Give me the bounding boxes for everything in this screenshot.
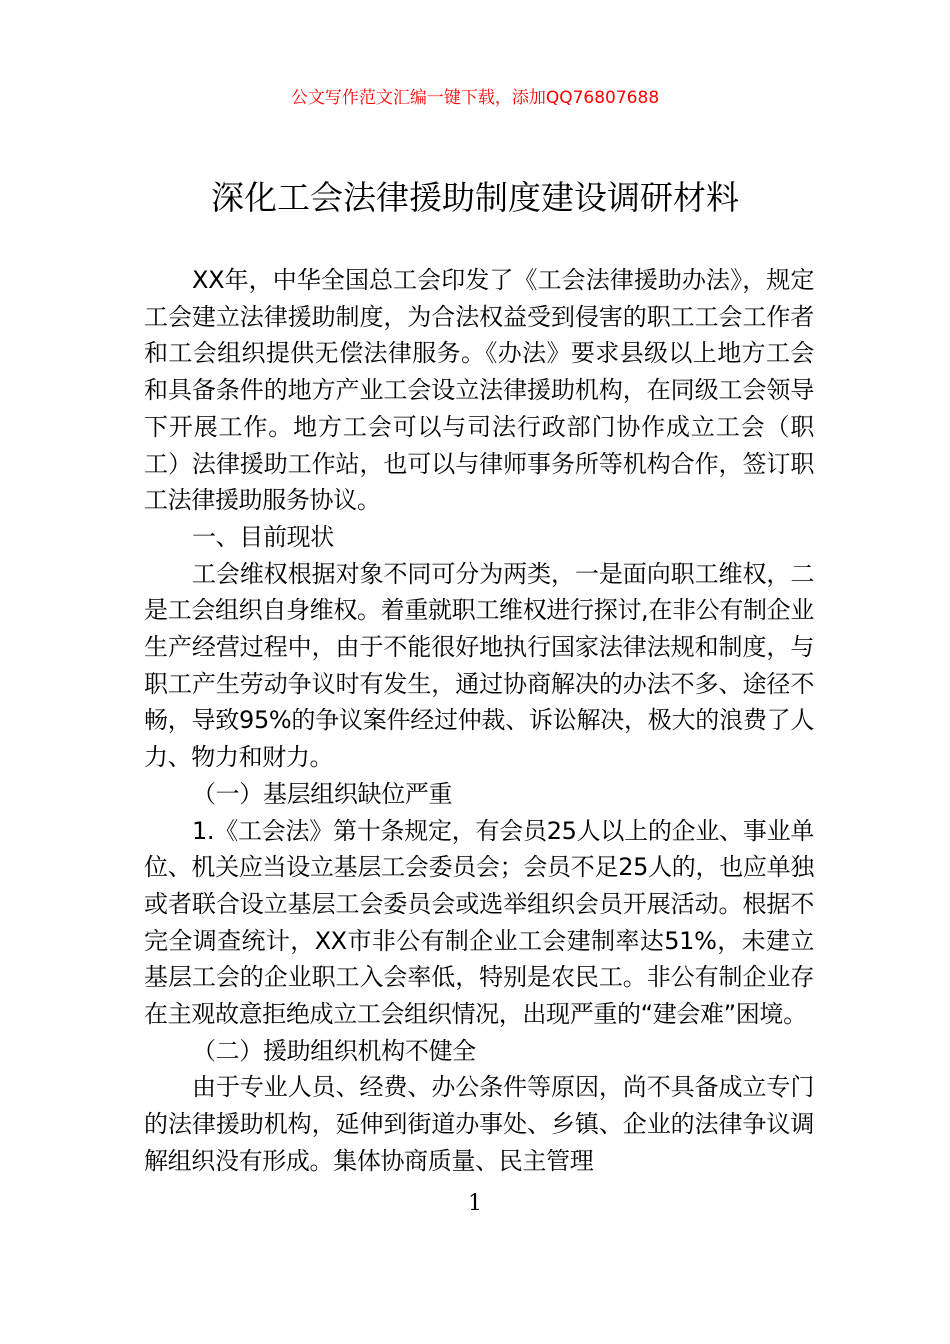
document-body (144, 262, 814, 1180)
subsection-heading-grassroots: （一）基层组织缺位严重 (192, 779, 453, 808)
grassroots-paragraph: 1.《工会法》第十条规定，有会员25人以上的企业、事业单位、机关应当设立基层工会委员会；会员不足25人的，也应单独或者联合设立基层工会委员会或选举组织会员开展活动。根据不完全调查统计，XX市非公有制企业工会建制率达51%，未建立基层工会的企业职工入会率低，特别是农民工。非公有制企业存在主观故意拒绝成立工会组织情况，出现严重的“建会难”困境。 (144, 816, 814, 1029)
download-promo-note: 公文写作范文汇编一键下载，添加QQ76807688 (290, 88, 660, 108)
aid-institutions-paragraph: 由于专业人员、经费、办公条件等原因，尚不具备成立专门的法律援助机构，延伸到街道办事处、乡镇、企业的法律争议调解组织没有形成。集体协商质量、民主管理 (144, 1073, 814, 1175)
document-title: 深化工会法律援助制度建设调研材料 (211, 178, 739, 217)
intro-paragraph: XX年，中华全国总工会印发了《工会法律援助办法》，规定工会建立法律援助制度，为合法权益受到侵害的职工工会工作者和工会组织提供无偿法律服务。《办法》要求县级以上地方工会和具备条件的地方产业工会设立法律援助机构，在同级工会领导下开展工作。地方工会可以与司法行政部门协作成立工会（职工）法律援助工作站，也可以与律师事务所等机构合作，签订职工法律援助服务协议。 (144, 266, 814, 515)
section-heading-current-status: 一、目前现状 (192, 522, 334, 551)
current-status-paragraph: 工会维权根据对象不同可分为两类，一是面向职工维权，二是工会组织自身维权。着重就职工维权进行探讨,在非公有制企业生产经营过程中，由于不能很好地执行国家法律法规和制度，与职工产生劳动争议时有发生，通过协商解决的办法不多、途径不畅，导致95%的争议案件经过仲裁、诉讼解决，极大的浪费了人力、物力和财力。 (144, 559, 814, 772)
page-number: 1 (468, 1191, 482, 1216)
subsection-heading-aid-institutions: （二）援助组织机构不健全 (192, 1036, 476, 1065)
